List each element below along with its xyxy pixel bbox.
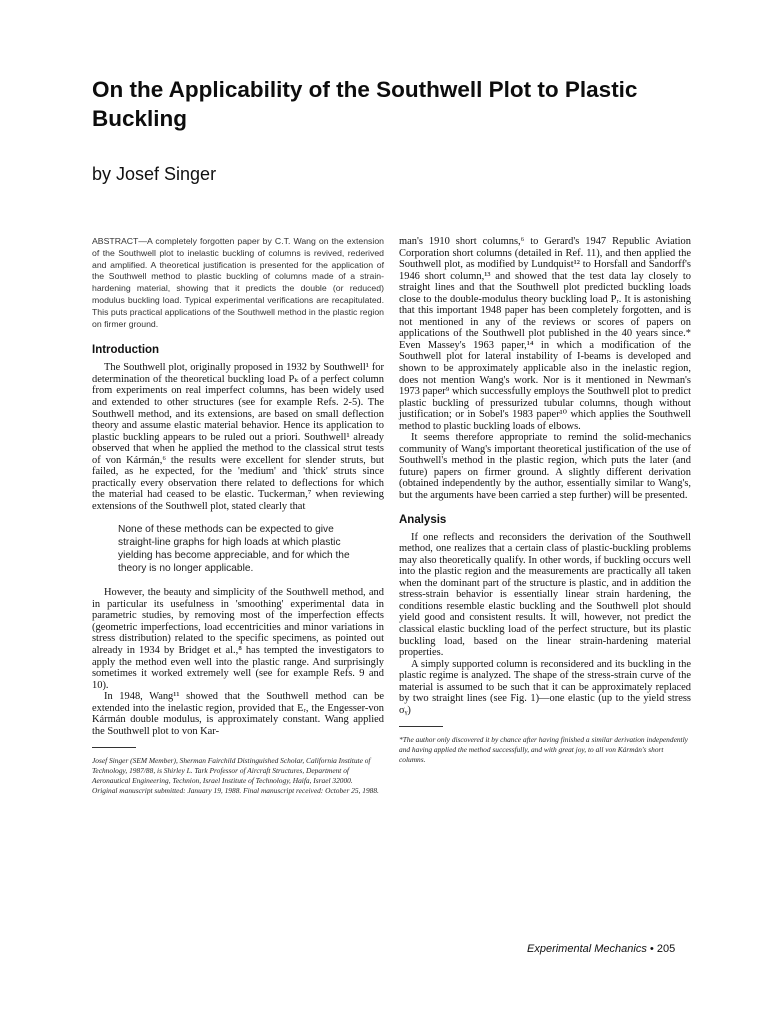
intro-paragraph-1: The Southwell plot, originally proposed in 1932 by Southwell¹ for determination of the theoretical buckling load Pₖ of a perfect column from experiments on real imperfect columns, has been widely used and extended to other structures (see for example Refs. 2-5). The Southwell method, and its extensions, are based on small deflection theory and assume elastic material behavior. Hence its application to plastic buckling appears to be ruled out a priori. Southwell¹ already observed that when he applied the method to the classical strut tests of von Kármán,⁶ the results were excellent for slender struts, but failed, as he expected, for the 'medium' and 'thick' struts since practically every observation there related to deflections for which the material had ceased to be elastic. Tuckerman,⁷ when reviewing extensions of the Southwell plot, stated clearly that <box>92 362 384 512</box>
footnote-divider-right <box>399 726 443 727</box>
analysis-paragraph-2: A simply supported column is reconsidered and its buckling in the plastic regime is analyzed. The shape of the stress-strain curve of the material is assumed to be such that it can be approximately replaced by two straight lines (see Fig. 1)—one elastic (up to the yield stress σᵧ) <box>399 658 691 716</box>
abstract: ABSTRACT—A completely forgotten paper by C.T. Wang on the extension of the Southwell plot to inelastic buckling of columns is revived, rederived and amplified. A theoretical justification is presented for the application of the Southwell method to plastic buckling of columns made of a strain-hardening material, showing that it predicts the double (or reduced) modulus buckling load. Typical experimental verifications are recapitulated. This puts practical applications of the Southwell method in the plastic region on firmer ground. <box>92 236 384 329</box>
analysis-paragraph-1: If one reflects and reconsiders the derivation of the Southwell method, one realizes that a certain class of plastic-buckling problems may also theoretically qualify. In other words, if buckling occurs well into the plastic region and the measurements are practically all taken when the dominant part of the structure is plastic, and in addition the stress-strain behavior is essentially linear strain hardening, the conditions resemble elastic buckling and the Southwell plot should yield good and consistent results. It will, however, not predict the classical elastic buckling load of the perfect structure, but its plastic buckling load, based on the linear strain-hardening material properties. <box>399 531 691 659</box>
author-byline: by Josef Singer <box>92 164 217 184</box>
page-footer <box>527 943 675 955</box>
author-affiliation-footnote: Josef Singer (SEM Member), Sherman Fairchild Distinguished Scholar, California Institute of Technology, 1987/88, is Shirley L. Tark Professor of Aircraft Structures, Department of Aeronautical Engineering, Technion, Israel Institute of Technology, Haifa, Israel 32000. <box>92 756 371 785</box>
intro-paragraph-2: However, the beauty and simplicity of the Southwell method, and in particular its usefulness in 'smoothing' experimental data in parametric studies, by removing most of the imperfection effects (geometric imperfections, load eccentricities and minor variations in stress distribution) related to the specific specimens, as pointed out already in 1934 by Bridget et al.,⁸ has tempted the investigators to apply the method even well into the plastic range. And surprisingly sometimes it worked extremely well (see for example Refs. 9 and 10). <box>92 587 384 691</box>
right-paragraph-1: man's 1910 short columns,⁶ to Gerard's 1947 Republic Aviation Corporation short columns (detailed in Ref. 11), and then applied the Southwell plot, as modified by Lundquist¹² to Horsfall and Sandorff's 1946 short column,¹³ and showed that the test data lay closely to straight lines and that the Southwell plot predicted buckling loads close to the double-modulus theory buckling load Pᵣ. It is astonishing that this important 1948 paper has been completely forgotten, and is not mentioned in any of the reviews or scores of papers on applications of the Southwell plot published in the 40 years since.* Even Massey's 1963 paper,¹⁴ in which a modification of the Southwell plot for lateral instability of I-beams is developed and shown to be approximately applicable also in the inelastic region, does not mention Wang's work. Nor is it mentioned in Newman's 1973 paper⁹ which successfully employs the Southwell plot to predict plastic buckling of pressurized tubular columns, though without justification; or in Sobel's 1983 paper¹⁰ which applies the Southwell method to plastic buckling loads of elbows. <box>399 236 691 432</box>
left-column <box>92 236 384 796</box>
footer-bullet: • <box>649 943 654 955</box>
footnote-divider <box>92 747 136 748</box>
right-paragraph-2: It seems therefore appropriate to remind the solid-mechanics community of Wang's important theoretical justification of the use of Southwell's method in the plastic region, which puts the later (and future) papers on firmer ground. A slightly different derivation (obtained independently by the author, essentially similar to Wang's, but the arguments have been carried a step further) will be presented. <box>399 432 691 502</box>
intro-paragraph-3: In 1948, Wang¹¹ showed that the Southwell method can be extended into the inelastic region, provided that Eᵣ, the Engesser-von Kármán double modulus, is approximately constant. Wang applied the Southwell plot to von Kar- <box>92 691 384 737</box>
journal-name: Experimental Mechanics <box>527 943 647 955</box>
quote-text: None of these methods can be expected to give straight-line graphs for high loads at which plastic yielding has become appreciable, and for which the theory is no longer applicable. <box>118 524 350 574</box>
star-footnote: *The author only discovered it by chance after having finished a similar derivation independently and having applied the method successfully, and with great joy, to all von Kármán's short columns. <box>399 735 688 764</box>
tuckerman-quote <box>118 524 370 575</box>
page-number: 205 <box>656 943 676 955</box>
analysis-heading: Analysis <box>399 513 447 526</box>
manuscript-dates-footnote: Original manuscript submitted: January 19, 1988. Final manuscript received: October 25, 1988. <box>92 785 379 795</box>
right-column <box>399 236 691 765</box>
section-gap <box>399 502 691 514</box>
introduction-heading: Introduction <box>92 344 160 357</box>
paper-title: On the Applicability of the Southwell Plot to Plastic Buckling <box>92 77 638 131</box>
